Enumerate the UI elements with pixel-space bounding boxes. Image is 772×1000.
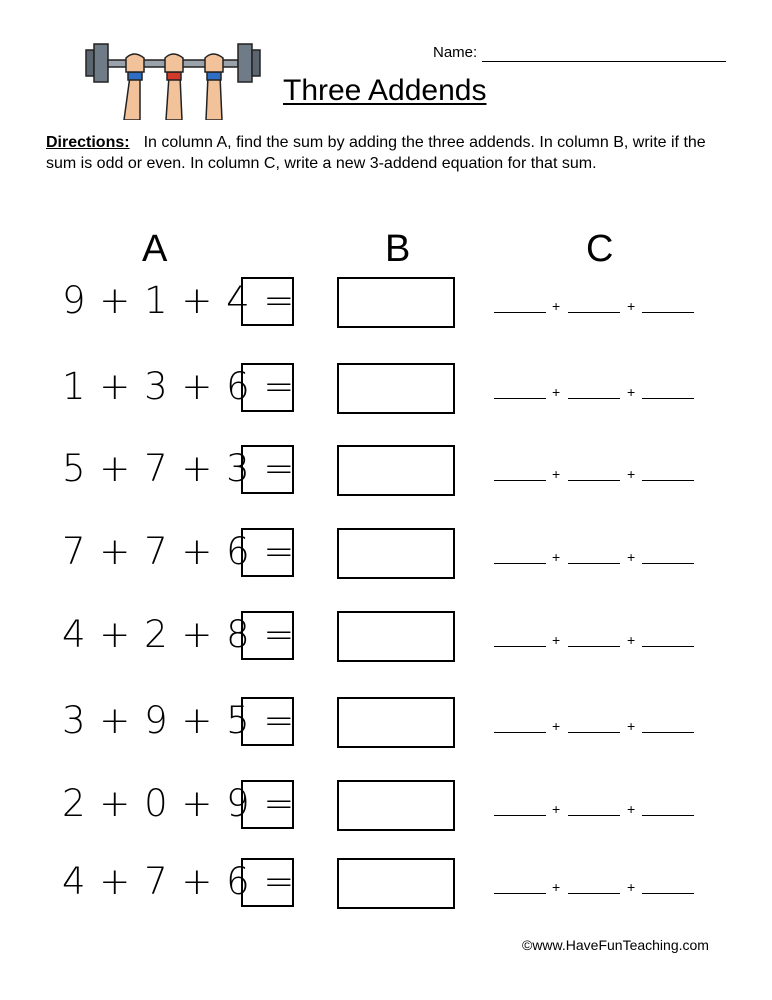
addend-blank[interactable] <box>568 732 620 733</box>
addend-blank[interactable] <box>494 646 546 647</box>
problem-row <box>0 858 772 918</box>
problem-row <box>0 780 772 840</box>
odd-even-answer-box[interactable] <box>337 528 455 579</box>
equation: 4 + 2 + 8 = <box>62 613 296 656</box>
plus-sign: + <box>552 298 561 314</box>
plus-sign: + <box>552 718 561 734</box>
odd-even-answer-box[interactable] <box>337 697 455 748</box>
plus-sign: + <box>552 879 561 895</box>
sum-answer-box[interactable] <box>241 697 294 746</box>
name-label: Name: <box>433 44 478 61</box>
column-a-heading: A <box>142 228 168 270</box>
odd-even-answer-box[interactable] <box>337 445 455 496</box>
plus-sign: + <box>552 466 561 482</box>
plus-sign: + <box>627 718 636 734</box>
addend-blank[interactable] <box>642 732 694 733</box>
addend-blank[interactable] <box>642 893 694 894</box>
equation: 9 + 1 + 4 = <box>62 279 296 322</box>
sum-answer-box[interactable] <box>241 780 294 829</box>
sum-answer-box[interactable] <box>241 277 294 326</box>
sum-answer-box[interactable] <box>241 858 294 907</box>
equation: 5 + 7 + 3 = <box>62 447 296 490</box>
addend-blank[interactable] <box>568 646 620 647</box>
equation: 1 + 3 + 6 = <box>62 365 296 408</box>
weightlifting-barbell-illustration <box>74 36 274 120</box>
problem-row <box>0 528 772 588</box>
arms-icon <box>124 54 223 120</box>
addend-blank[interactable] <box>642 563 694 564</box>
plus-sign: + <box>552 384 561 400</box>
plus-sign: + <box>627 801 636 817</box>
addend-blank[interactable] <box>568 563 620 564</box>
directions-label: Directions: <box>46 134 130 151</box>
odd-even-answer-box[interactable] <box>337 363 455 414</box>
addend-blank[interactable] <box>642 312 694 313</box>
page-title: Three Addends <box>283 74 487 107</box>
addend-blank[interactable] <box>642 646 694 647</box>
addend-blank[interactable] <box>568 815 620 816</box>
name-field[interactable] <box>482 61 726 62</box>
problem-row <box>0 363 772 423</box>
sum-answer-box[interactable] <box>241 611 294 660</box>
addend-blank[interactable] <box>494 893 546 894</box>
sum-answer-box[interactable] <box>241 528 294 577</box>
addend-blank[interactable] <box>568 893 620 894</box>
addend-blank[interactable] <box>494 732 546 733</box>
addend-blank[interactable] <box>494 398 546 399</box>
directions <box>46 132 736 174</box>
plus-sign: + <box>627 298 636 314</box>
addend-blank[interactable] <box>568 312 620 313</box>
addend-blank[interactable] <box>494 480 546 481</box>
odd-even-answer-box[interactable] <box>337 277 455 328</box>
plus-sign: + <box>627 466 636 482</box>
problem-row <box>0 277 772 337</box>
copyright-footer: ©www.HaveFunTeaching.com <box>522 937 709 953</box>
plus-sign: + <box>552 632 561 648</box>
column-c-heading: C <box>586 228 614 270</box>
plus-sign: + <box>627 384 636 400</box>
odd-even-answer-box[interactable] <box>337 858 455 909</box>
addend-blank[interactable] <box>494 312 546 313</box>
equation: 7 + 7 + 6 = <box>62 530 296 573</box>
addend-blank[interactable] <box>494 815 546 816</box>
problem-row <box>0 445 772 505</box>
problem-row <box>0 697 772 757</box>
addend-blank[interactable] <box>642 398 694 399</box>
odd-even-answer-box[interactable] <box>337 780 455 831</box>
equation: 3 + 9 + 5 = <box>62 699 296 742</box>
problem-row <box>0 611 772 671</box>
addend-blank[interactable] <box>568 480 620 481</box>
plus-sign: + <box>627 879 636 895</box>
sum-answer-box[interactable] <box>241 363 294 412</box>
plus-sign: + <box>627 632 636 648</box>
column-b-heading: B <box>385 228 411 270</box>
equation: 4 + 7 + 6 = <box>62 860 296 903</box>
addend-blank[interactable] <box>568 398 620 399</box>
plus-sign: + <box>552 549 561 565</box>
addend-blank[interactable] <box>642 815 694 816</box>
sum-answer-box[interactable] <box>241 445 294 494</box>
directions-text: In column A, find the sum by adding the three addends. In column B, write if the sum is odd or even. In column C, write a new 3-addend equation for that sum. <box>46 134 706 172</box>
addend-blank[interactable] <box>642 480 694 481</box>
odd-even-answer-box[interactable] <box>337 611 455 662</box>
plus-sign: + <box>552 801 561 817</box>
equation: 2 + 0 + 9 = <box>62 782 296 825</box>
plus-sign: + <box>627 549 636 565</box>
addend-blank[interactable] <box>494 563 546 564</box>
